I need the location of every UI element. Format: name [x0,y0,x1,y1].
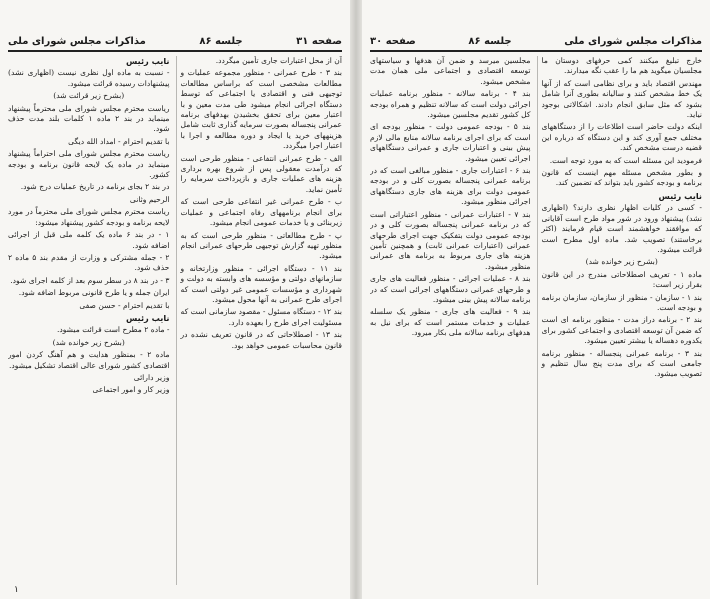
text-paragraph: - ماده ۲ مطرح است قرائت میشود. [56,325,170,335]
text-paragraph: ماده ۲ - بمنظور هدایت و هم آهنگ کردن امور اقتصادی کشور شورای عالی اقتصاد تشکیل میشود. [8,350,170,370]
text-paragraph: در بند ۲ بجای برنامه در تاریخ عملیات درج شود. [20,182,170,192]
right-page-header [370,32,702,52]
text-paragraph: بند ۱۱ - دستگاه اجرائی - منظور وزارتخانه و سازمانهای دولتی و مؤسسه های وابسته به دولت و شهرداری و مؤسسات عمومی غیر دولتی است که اجرای طرح عمرانی به آنها محول میشود. [180,263,342,304]
text-paragraph: بند ۶ - اعتبارات جاری - منظور مبالغی است که در برنامه عمرانی پنجساله بصورت کلی و در بودجه عمومی دولت برای هزینه های جاری دستگاههای اجرائی منظور میشود. [370,166,531,207]
text-paragraph: بند ۱ - سازمان - منظور از سازمان، سازمان برنامه و بودجه است. [541,292,702,312]
text-paragraph: وزیر کار و امور اجتماعی [92,385,170,395]
text-paragraph: با تقدیم احترام - امداد الله دیگی [68,136,170,146]
left-page [0,0,350,599]
text-paragraph: مهندس اقتصاد باید و برای نظامی است که از آنها یک خط مشخص کنند و سالیانه بطوری آنرا شامل بشود که مثل سابق انجام دادند. اشکالاتی بوجود نیاید. [541,78,702,120]
right-session-label: جلسه ۸۶ [468,35,512,47]
stage-direction: (بشرح زیر خوانده شد) [585,257,658,267]
speaker-name: نایب رئیس [126,312,170,323]
text-paragraph: فرمودید این مسئله است که به مورد توجه است. [549,155,702,165]
text-paragraph: بند ۱۳ - اصطلاحاتی که در قانون تعریف نشده در قانون محاسبات عمومی خواهد بود. [180,330,342,350]
text-paragraph: بند ۳ - برنامه عمرانی پنجساله - منظور برنامه جامعی است که برای مدت پنج سال تنظیم و تصویب میشود. [541,348,702,379]
text-paragraph: ریاست محترم مجلس شورای ملی احتراماً پیشنهاد مینماید در ماده یک لایحه قانون برنامه و بودجه کشور. [8,149,170,180]
left-page-left-column [8,56,170,585]
right-page-columns [370,56,702,585]
text-paragraph: و بطور مشخص مسئله مهم اینست که قانون برنامه و بودجه کشور باید بتواند که تضمین کند. [541,168,702,188]
text-paragraph: ب - طرح عمرانی غیر انتفاعی طرحی است که برای انجام برنامههای رفاه اجتماعی و عملیات زیربنائی و یا خدمات عمومی انجام میشود. [180,197,342,228]
text-paragraph: بند ۷ - اعتبارات عمرانی - منظور اعتباراتی است که در برنامه عمرانی پنجساله بصورت کلی و در بودجه عمومی دولت بتفکیک جهت اجرای طرحهای عمرانی (اعتبارات عمرانی ثابت) و همچنین تأمین هزینه های جاری مربوط به برنامه های عمرانی منظور میشود. [370,209,531,271]
right-page [362,0,710,599]
left-page-columns [8,56,342,585]
left-page-header [8,32,342,52]
speaker-name: نایب رئیس [658,190,702,201]
speaker-name: نایب رئیس [126,56,170,66]
right-running-title: مذاکرات مجلس شورای ملی [564,35,702,47]
text-paragraph: - کسی در کلیات اظهار نظری دارند؟ (اظهاری نشد) پیشنهاد ورود در شور مواد طرح است آقایانی که موافقند خواهشمند است قیام فرمایند (اکثر برخاستند) تصویب شد. ماده اول مطرح است قرائت میشود. [541,203,702,254]
text-paragraph: ۳ - در بند ۸ در سطر سوم بعد از کلمه اجرای شود. [10,275,170,285]
book-gutter [350,0,362,599]
text-paragraph: بند ۱۲ - دستگاه مسئول - مقصود سازمانی است که مسئولیت اجرای طرح را بعهده دارد. [180,307,342,327]
text-paragraph: بند ۹ - فعالیت های جاری - منظور یک سلسله عملیات و خدمات مستمر است که برای نیل به هدفهای برنامه سالانه ملی بکار میرود. [370,307,531,338]
text-paragraph: اینکه دولت حاضر است اطلاعات را از دستگاههای مختلف جمع آوری کند و این دستگاه که درباره این قضیه درست مشخص کند. [541,122,702,153]
text-paragraph: آن از محل اعتبارات جاری تأمین میگردد. [215,56,342,65]
text-paragraph: وزیر دارائی [133,372,170,382]
text-paragraph: بند ۴ - برنامه سالانه - منظور برنامه عملیات اجرائی دولت است که سالانه تنظیم و همراه بودجه کل کشور تقدیم مجلسین میشود. [370,89,531,120]
right-page-left-column [370,56,531,585]
text-paragraph: الف - طرح عمرانی انتفاعی - منظور طرحی است که درآمدت معقولی پس از شروع بهره برداری هزینه های عملیات جاری و بازپرداخت سرمایه را تأمین نماید. [180,153,342,194]
text-paragraph: ۲ - جمله مشترکی و وزارت از مقدم بند ۵ ماده ۲ حذف شود. [8,252,170,273]
text-paragraph: الرحیم وثانی [129,194,170,204]
left-page-number: صفحه ۳۱ [296,35,342,47]
text-paragraph: ایران جمله و یا طرح قانونی مربوط اضافه شود. [18,288,170,298]
left-page-footer-mark: ۱ [14,585,19,595]
text-paragraph: بند ۸ - عملیات اجرائی - منظور فعالیت های جاری و طرحهای عمرانی دستگاههای اجرائی است که در برنامه سالانه پیش بینی میشود. [370,274,531,304]
left-running-title: مذاکرات مجلس شورای ملی [8,35,146,47]
text-paragraph: بند ۲ - برنامه دراز مدت - منظور برنامه ای است که ضمن آن توسعه اقتصادی و اجتماعی کشور برای یکدوره دهساله یا بیشتر تعیین میشود. [541,315,702,346]
text-paragraph: ریاست محترم مجلس شورای ملی محترماً پیشنهاد مینماید در بند ۲ ماده ۱ کلمات بلند مدت حذف شود. [8,103,170,134]
text-paragraph: پ - طرح مطالعاتی - منظور طرحی است که به منظور تهیه گزارش توجیهی طرحهای عمرانی انجام میشود. [180,230,342,261]
stage-direction: (بشرح زیر خوانده شد) [52,337,125,347]
text-paragraph: با تقدیم احترام - حسن صفی [79,300,170,310]
right-page-right-column [537,56,703,585]
text-paragraph: ماده ۱ - تعریف اصطلاحاتی مندرج در این قانون بقرار زیر است: [541,269,702,290]
left-session-label: جلسه ۸۶ [199,35,243,47]
text-paragraph: ریاست محترم مجلس شورای ملی محترماً در مورد لایحه برنامه و بودجه کشور پیشنهاد میشود: [8,207,170,227]
left-page-right-column [176,56,343,585]
right-page-number: صفحه ۳۰ [370,35,416,47]
text-paragraph: ۱ - در بند ۶ ماده یک کلمه ملی قبل از اجرائی اضافه شود. [8,230,170,250]
text-paragraph: بند ۳ - طرح عمرانی - منظور مجموعه عملیات و مطالعات مشخصی است که براساس مطالعات توجیهی فنی و اقتصادی یا اجتماعی که توسط دستگاه اجرائی انجام میشود طی مدت معین و با اعتبار معین برای تحقق بخشیدن بهدفهای برنامه عمرانی پنجساله بصورت سرمایه گذاری ثابت شامل هزینههای خرید یا ایجاد و دوره مطالعه و اجرا با اعتبار اجرا میگردد. [180,68,342,151]
text-paragraph: خارج تبلیغ میکنند کمی حرفهای دوستان ما مجلسیان میگوید هم ما را عقب نگه میدارند. [541,56,702,76]
stage-direction: (بشرح زیر قرائت شد) [53,91,125,101]
text-paragraph: بند ۵ - بودجه عمومی دولت - منظور بودجه ای است که برای اجرای برنامه سالانه منابع مالی لازم پیش بینی و اعتبارات جاری و عمرانی دستگاههای اجرائی تعیین میشود. [370,122,531,163]
text-paragraph: مجلسین میرسد و ضمن آن هدفها و سیاستهای توسعه اقتصادی و اجتماعی ملی همان مدت مشخص میشود. [370,56,531,86]
text-paragraph: - نسبت به ماده اول نظری نیست (اظهاری نشد) پیشنهادات رسیده قرائت میشود. [8,68,170,88]
